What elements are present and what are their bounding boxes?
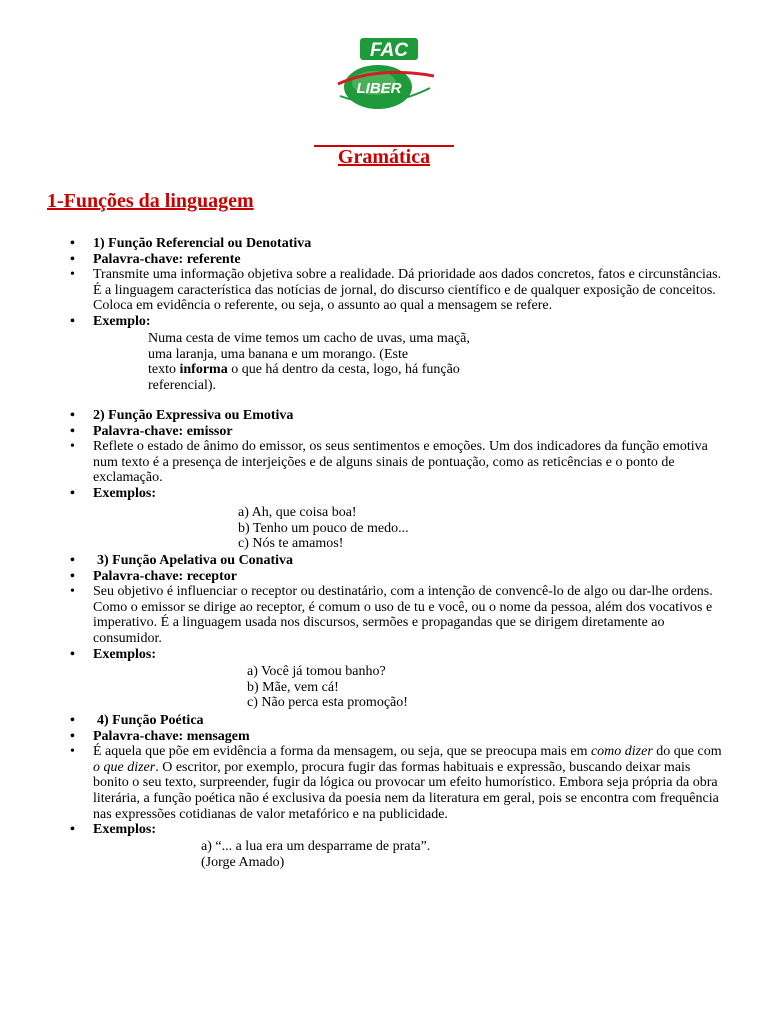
s3-body: • Seu objetivo é influenciar o receptor ou destinatário, com a intenção de convencê-lo de algo ou dar-lhe ordens. Como o emissor se dirige ao receptor, é comum o uso de tu e você, ou o nome da pessoa, além dos vocativos e imperativo. É a linguagem usada nos discursos, sermões e propagandas que se dirigem diretamente ao consumidor.: [0, 584, 768, 646]
s4-example-a: a) “... a lua era um desparrame de prata”.: [201, 839, 431, 854]
s1-body: • Transmite uma informação objetiva sobre a realidade. Dá prioridade aos dados concretos, fatos e circunstâncias. É a linguagem característica das notícias de jornal, do discurso científico e de qualquer exposição de conceitos. Coloca em evidência o referente, ou seja, o assunto ao qual a mensagem se refere.: [0, 267, 768, 314]
s1-heading: • 1) Função Referencial ou Denotativa: [0, 236, 768, 252]
s4-example-label: • Exemplos:: [0, 822, 768, 838]
s1-example-text: texto: [148, 362, 180, 378]
s2-example-a: a) Ah, que coisa boa!: [238, 505, 357, 520]
s2-example-label: • Exemplos:: [0, 486, 768, 502]
s2-heading: • 2) Função Expressiva ou Emotiva: [0, 408, 768, 424]
s4-body-text: do que com: [652, 744, 722, 760]
s2-example-block: [238, 505, 409, 552]
page-title: Gramática: [337, 146, 431, 168]
fac-liber-logo: [330, 34, 440, 116]
s3-example-block: [247, 664, 408, 711]
s1-keyword: • Palavra-chave: referente: [0, 252, 768, 268]
section-heading: 1-Funções da linguagem: [47, 190, 254, 212]
s4-body-italic: como dizer: [590, 744, 653, 760]
s1-example-bold: informa: [179, 362, 228, 378]
s1-example-line: [148, 362, 470, 378]
s1-example-line: referencial).: [148, 377, 216, 393]
s4-example-block: [201, 839, 430, 870]
s1-example-line: Numa cesta de vime temos um cacho de uvas, uma maçã,: [148, 331, 470, 346]
s2-body: • Reflete o estado de ânimo do emissor, os seus sentimentos e emoções. Um dos indicadores da função emotiva num texto é a presença de interjeições e de alguns sinais de pontuação, como as reticências e o ponto de exclamação.: [0, 439, 768, 486]
s3-example-b: b) Mãe, vem cá!: [247, 679, 339, 695]
logo-text-bottom: LIBER: [356, 80, 402, 97]
s1-example-line: uma laranja, uma banana e um morango. (Este: [148, 346, 409, 362]
s3-keyword: • Palavra-chave: receptor: [0, 569, 768, 585]
s3-example-a: a) Você já tomou banho?: [247, 664, 386, 679]
s1-example-label: • Exemplo:: [0, 314, 768, 330]
s1-example-text: o que há dentro da cesta, logo, há função: [227, 362, 460, 378]
logo-text-top: FAC: [370, 40, 408, 61]
s4-body: [0, 744, 768, 822]
s3-heading: • 3) Função Apelativa ou Conativa: [0, 553, 768, 569]
s4-keyword: • Palavra-chave: mensagem: [0, 729, 768, 745]
section-4-list: [0, 713, 768, 838]
s4-body-italic: o que dizer: [93, 759, 156, 775]
section-2-list: [0, 408, 768, 502]
s2-example-c: c) Nós te amamos!: [238, 536, 344, 552]
s1-example-block: [148, 331, 470, 393]
section-3-list: [0, 553, 768, 662]
s4-body-text: É aquela que põe em evidência a forma da mensagem, ou seja, que se preocupa mais em: [93, 744, 591, 760]
s4-example-author: (Jorge Amado): [201, 854, 285, 870]
s2-example-b: b) Tenho um pouco de medo...: [238, 520, 409, 536]
s4-body-text: . O escritor, por exemplo, procura fugir das formas habituais e expressão, buscando deixar mais bonito o seu texto, surpreender, fugir da lógica ou provocar um efeito humorístico. Embora seja própria da obra literária, a função poética não é exclusiva da poesia nem da literatura em geral, pois se encontra com frequência nas expressões cotidianas de valor metafórico e na publicidade.: [93, 759, 719, 822]
s3-example-c: c) Não perca esta promoção!: [247, 695, 408, 711]
s3-example-label: • Exemplos:: [0, 647, 768, 663]
s2-keyword: • Palavra-chave: emissor: [0, 424, 768, 440]
section-1-list: [0, 236, 768, 330]
s4-heading: • 4) Função Poética: [0, 713, 768, 729]
